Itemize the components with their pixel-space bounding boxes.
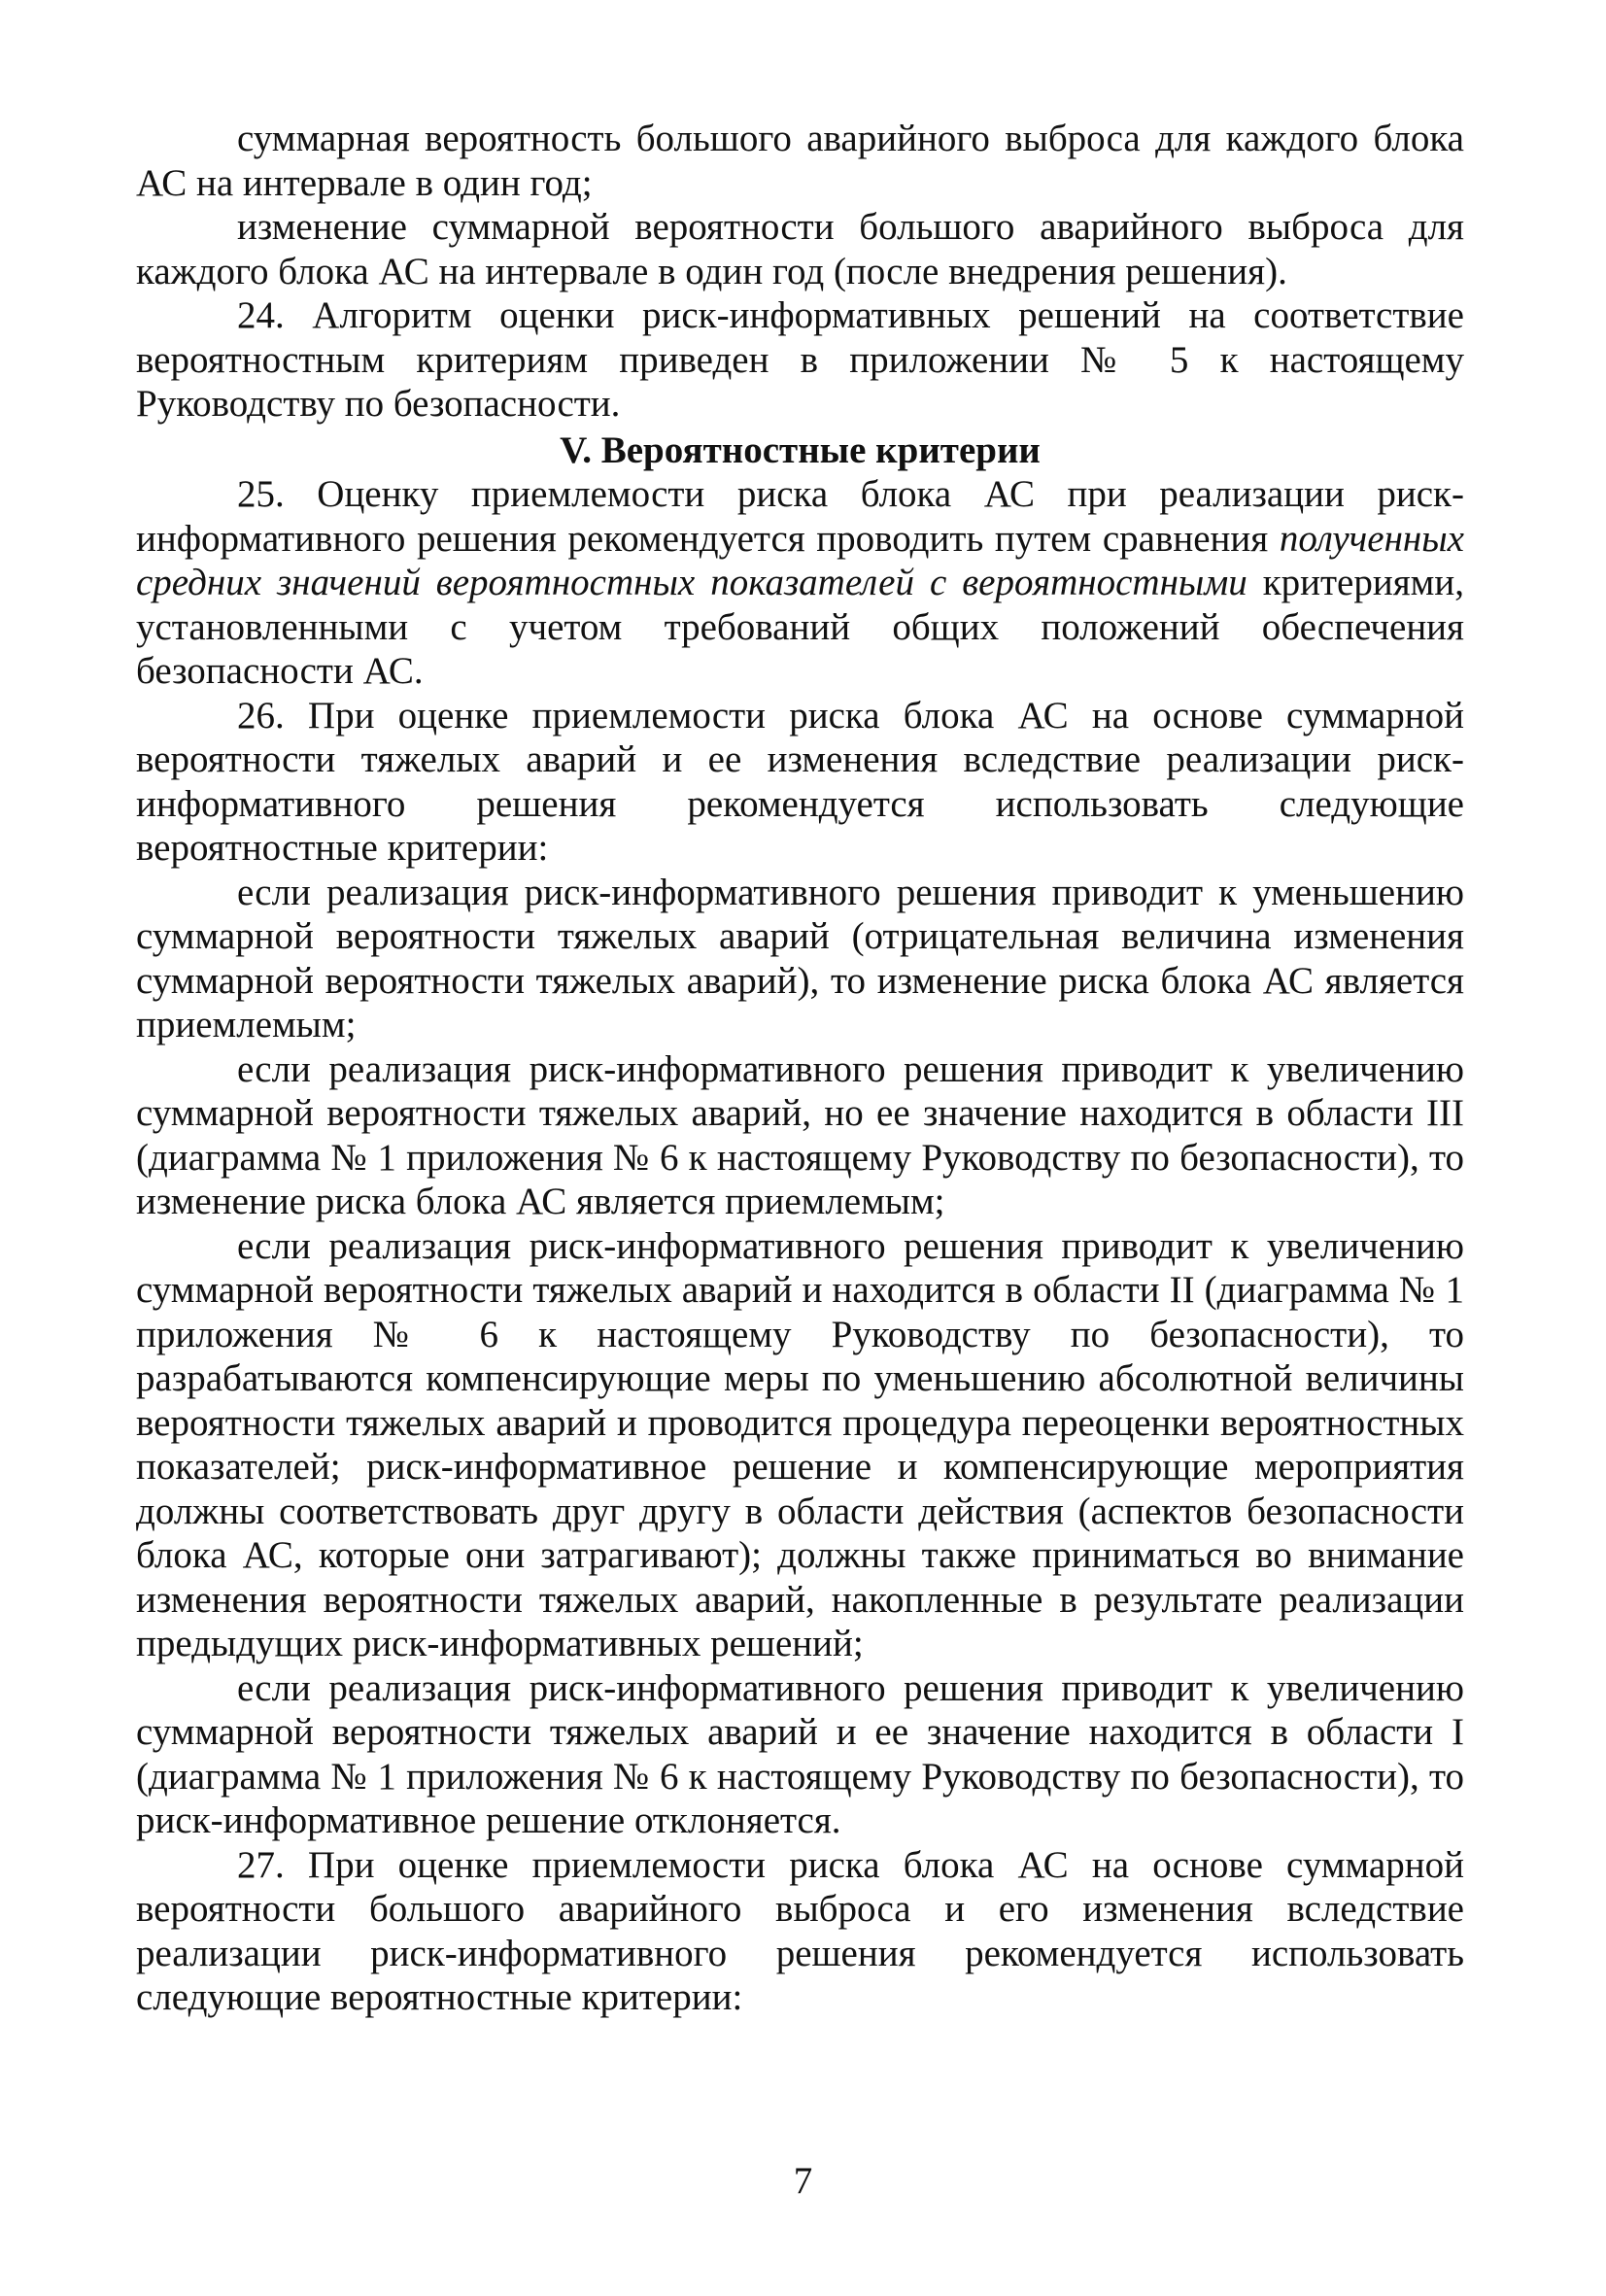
paragraph-25 — [136, 472, 1464, 694]
paragraph-24: 24. Алгоритм оценки риск-информативных решений на соответствие вероятностным критериям приведен в приложении № 5 к настоящему Руководству по безопасности. — [136, 294, 1464, 425]
paragraph-25-start: 25. Оценку приемлемости риска блока АС при реализации риск-информативного решения рекомендуется проводить путем сравнения — [136, 473, 1464, 560]
paragraph-25-end: критериями, установленными с учетом требований общих положений обеспечения безопасности АС. — [136, 562, 1464, 692]
paragraph-26: 26. При оценке приемлемости риска блока АС на основе суммарной вероятности тяжелых аварий и ее изменения вследствие реализации риск-информативного решения рекомендуется использовать следующие вероятностные критерии: — [136, 694, 1464, 869]
criterion-region-3: если реализация риск-информативного решения приводит к увеличению суммарной вероятности тяжелых аварий, но ее значение находится в области III (диаграмма № 1 приложения № 6 к настоящему Руководству по безопасности), то изменение риска блока АС является приемлемым; — [136, 1047, 1464, 1222]
paragraph-27: 27. При оценке приемлемости риска блока АС на основе суммарной вероятности большого аварийного выброса и его изменения вследствие реализации риск-информативного решения рекомендуется использовать следующие вероятностные критерии: — [136, 1843, 1464, 2018]
section-heading: V. Вероятностные критерии — [560, 428, 1041, 471]
paragraph-probability-change: изменение суммарной вероятности большого аварийного выброса для каждого блока АС на интервале в один год (после внедрения решения). — [136, 206, 1464, 292]
criterion-region-2: если реализация риск-информативного решения приводит к увеличению суммарной вероятности тяжелых аварий и находится в области II (диаграмма № 1 приложения № 6 к настоящему Руководству по безопасности), то разрабатываются компенсирующие меры по уменьшению абсолютной величины вероятности тяжелых аварий и проводится процедура переоценки вероятностных показателей; риск-информативное решение и компенсирующие мероприятия должны соответствовать друг другу в области действия (аспектов безопасности блока АС, которые они затрагивают); должны также приниматься во внимание изменения вероятности тяжелых аварий, накопленные в результате реализации предыдущих риск-информативных решений; — [136, 1224, 1464, 1664]
paragraph-probability-release: суммарная вероятность большого аварийного выброса для каждого блока АС на интервале в один год; — [136, 118, 1464, 204]
criterion-region-1: если реализация риск-информативного решения приводит к увеличению суммарной вероятности тяжелых аварий и ее значение находится в области I (диаграмма № 1 приложения № 6 к настоящему Руководству по безопасности), то риск-информативное решение отклоняется. — [136, 1666, 1464, 1841]
criterion-decrease: если реализация риск-информативного решения приводит к уменьшению суммарной вероятности тяжелых аварий (отрицательная величина изменения суммарной вероятности тяжелых аварий), то изменение риска блока АС является приемлемым; — [136, 871, 1464, 1045]
page-number: 7 — [793, 2160, 813, 2202]
paragraph-25-italic: полученных средних значений вероятностных показателей с вероятностными — [136, 517, 1464, 603]
